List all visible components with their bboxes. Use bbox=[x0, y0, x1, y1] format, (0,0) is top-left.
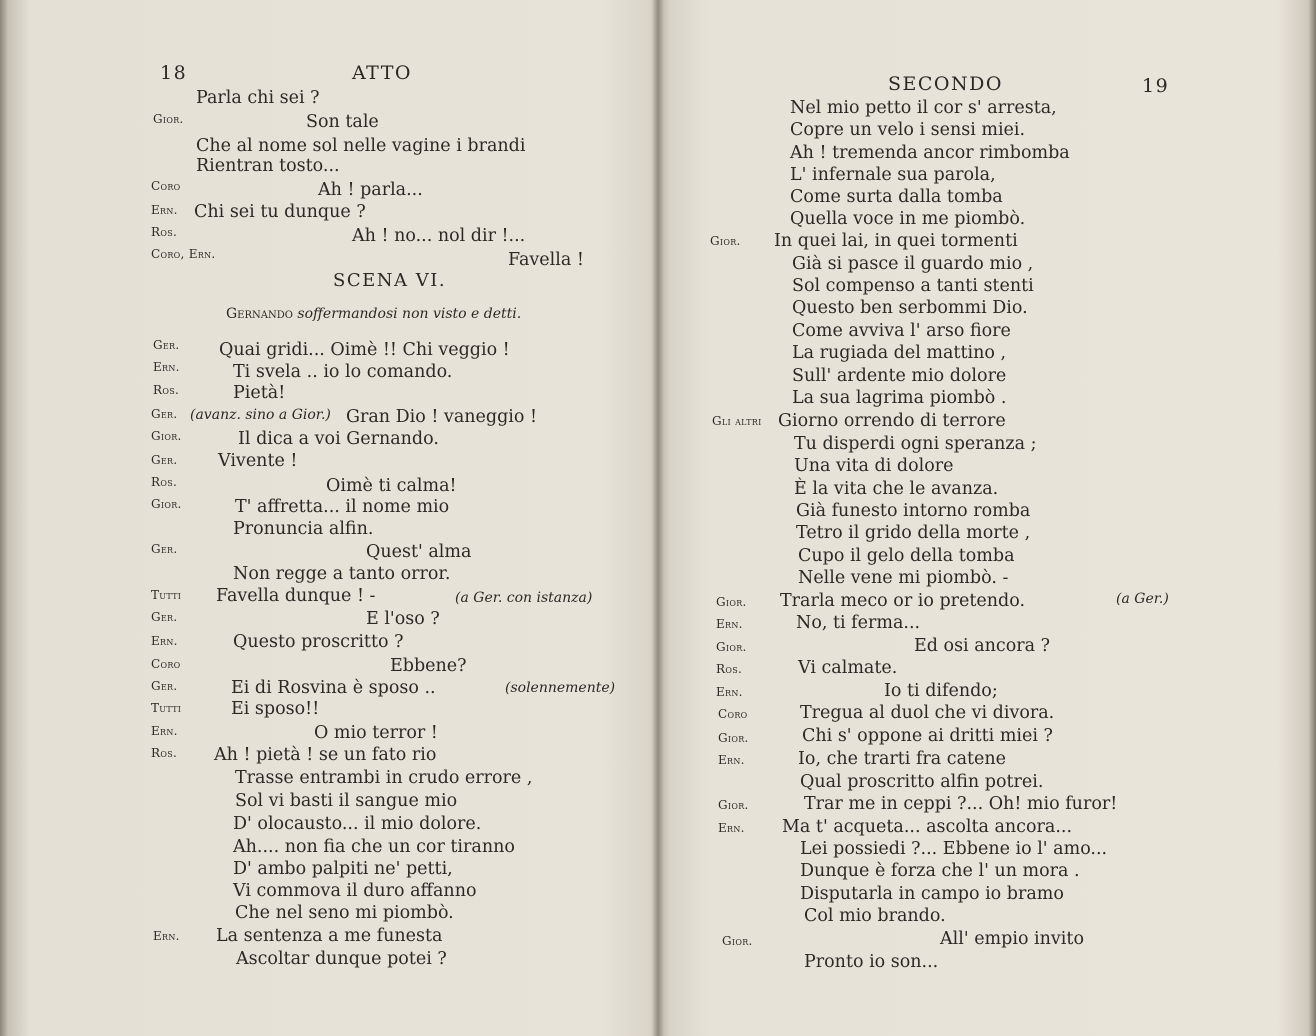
verse-line: Questo ben serbommi Dio. bbox=[792, 298, 1028, 318]
speaker-label: Gior. bbox=[716, 595, 747, 609]
verse-line: Pietà! bbox=[233, 383, 286, 403]
speaker-label: Ros. bbox=[151, 225, 178, 239]
verse-line: Col mio brando. bbox=[804, 906, 946, 926]
speaker-label: Ern. bbox=[718, 753, 745, 767]
verse-line: È la vita che le avanza. bbox=[794, 479, 999, 499]
verse-line: Ah ! parla... bbox=[318, 180, 423, 200]
verse-line: Giorno orrendo di terrore bbox=[778, 411, 1006, 431]
verse-line: Come avviva l' arso fiore bbox=[792, 321, 1011, 341]
verse-line: Copre un velo i sensi miei. bbox=[790, 120, 1026, 140]
verse-line: La sua lagrima piombò . bbox=[792, 388, 1007, 408]
book-gutter bbox=[652, 0, 664, 1036]
verse-line: Gran Dio ! vaneggio ! bbox=[346, 407, 538, 427]
verse-line: Ah ! no... nol dir !... bbox=[352, 226, 526, 246]
scene-heading: SCENA VI. bbox=[333, 270, 447, 291]
verse-line: E l'oso ? bbox=[366, 609, 440, 629]
speaker-label: Ros. bbox=[151, 746, 178, 760]
speaker-label: Coro bbox=[151, 657, 181, 671]
verse-line: Chi s' oppone ai dritti miei ? bbox=[802, 726, 1053, 746]
speaker-label: Ros. bbox=[153, 383, 180, 397]
speaker-label: Gior. bbox=[710, 234, 741, 248]
speaker-label: Gior. bbox=[151, 497, 182, 511]
verse-line: Ah ! tremenda ancor rimbomba bbox=[790, 143, 1070, 163]
verse-line: Ti svela .. io lo comando. bbox=[233, 362, 453, 382]
verse-line: O mio terror ! bbox=[314, 723, 438, 743]
page-number: 19 bbox=[1142, 75, 1170, 97]
verse-line: Io, che trarti fra catene bbox=[798, 749, 1007, 769]
speaker-label: Ros. bbox=[716, 662, 743, 676]
verse-line: Tetro il grido della morte , bbox=[796, 523, 1031, 543]
stage-direction: (a Ger.) bbox=[1116, 591, 1169, 607]
speaker-label: Ern. bbox=[716, 685, 743, 699]
verse-line: Io ti difendo; bbox=[884, 681, 998, 701]
verse-line: Son tale bbox=[306, 112, 379, 132]
running-header: SECONDO bbox=[888, 73, 1003, 95]
speaker-label: Ger. bbox=[151, 679, 178, 693]
verse-line: Dunque è forza che l' un mora . bbox=[800, 861, 1080, 881]
stage-direction: (a Ger. con istanza) bbox=[455, 590, 593, 606]
verse-line: Trar me in ceppi ?... Oh! mio furor! bbox=[804, 794, 1118, 814]
verse-line: Lei possiedi ?... Ebbene io l' amo... bbox=[800, 839, 1108, 859]
verse-line: Quest' alma bbox=[366, 542, 472, 562]
speaker-label: Gior. bbox=[153, 112, 184, 126]
verse-line: Favella dunque ! - bbox=[216, 586, 376, 606]
verse-line: Pronuncia alfin. bbox=[233, 519, 374, 539]
verse-line: Ebbene? bbox=[390, 656, 467, 676]
speaker-label: Ger. bbox=[153, 338, 180, 352]
speaker-label: Ern. bbox=[153, 360, 180, 374]
verse-line: Sull' ardente mio dolore bbox=[792, 366, 1007, 386]
verse-line: All' empio invito bbox=[940, 929, 1084, 949]
verse-line: Quai gridi... Oimè !! Chi veggio ! bbox=[219, 340, 510, 360]
verse-line: Che nel seno mi piombò. bbox=[235, 903, 454, 923]
speaker-label: Tutti bbox=[151, 588, 182, 602]
verse-line: Vi calmate. bbox=[798, 658, 898, 678]
speaker-label: Ern. bbox=[716, 617, 743, 631]
verse-line: Già funesto intorno romba bbox=[796, 501, 1031, 521]
page-number: 18 bbox=[160, 62, 188, 84]
speaker-label: Coro, Ern. bbox=[151, 247, 216, 261]
speaker-label: Tutti bbox=[151, 701, 182, 715]
verse-line: Questo proscritto ? bbox=[233, 632, 404, 652]
verse-line: Nelle vene mi piombò. - bbox=[798, 568, 1009, 588]
verse-line: La sentenza a me funesta bbox=[216, 926, 443, 946]
verse-line: Ed osi ancora ? bbox=[914, 636, 1051, 656]
stage-text: soffermandosi non visto e detti. bbox=[292, 306, 522, 322]
verse-line: Disputarla in campo io bramo bbox=[800, 884, 1064, 904]
verse-line: Parla chi sei ? bbox=[196, 88, 320, 108]
verse-line: No, ti ferma... bbox=[796, 613, 921, 633]
speaker-label: Ger. bbox=[151, 542, 178, 556]
speaker-label: Gior. bbox=[716, 640, 747, 654]
stage-direction bbox=[226, 306, 521, 322]
verse-line: In quei lai, in quei tormenti bbox=[774, 231, 1018, 251]
speaker-label: Coro bbox=[718, 707, 748, 721]
verse-line: D' olocausto... il mio dolore. bbox=[233, 814, 482, 834]
verse-line: Oimè ti calma! bbox=[326, 476, 457, 496]
running-header: ATTO bbox=[352, 62, 412, 84]
verse-line: Qual proscritto alfin potrei. bbox=[800, 772, 1044, 792]
verse-line: Nel mio petto il cor s' arresta, bbox=[790, 98, 1057, 118]
verse-line: Sol vi basti il sangue mio bbox=[235, 791, 458, 811]
verse-line: Trasse entrambi in crudo errore , bbox=[235, 768, 533, 788]
verse-line: Rientran tosto... bbox=[196, 156, 340, 176]
verse-line: L' infernale sua parola, bbox=[790, 165, 996, 185]
speaker-label: Ern. bbox=[153, 929, 180, 943]
stage-character: Gernando bbox=[226, 306, 293, 322]
verse-line: Trarla meco or io pretendo. bbox=[780, 591, 1026, 611]
speaker-label: Ern. bbox=[151, 203, 178, 217]
verse-line: Sol compenso a tanti stenti bbox=[792, 276, 1034, 296]
verse-line: Una vita di dolore bbox=[794, 456, 954, 476]
verse-line: Ah.... non fia che un cor tiranno bbox=[233, 837, 515, 857]
verse-line: Tregua al duol che vi divora. bbox=[800, 703, 1055, 723]
speaker-label: Ger. bbox=[151, 407, 178, 421]
stage-direction: (avanz. sino a Gior.) bbox=[190, 407, 331, 423]
verse-line: Favella ! bbox=[508, 250, 584, 270]
speaker-label: Gior. bbox=[722, 934, 753, 948]
verse-line: Cupo il gelo della tomba bbox=[798, 546, 1015, 566]
verse-line: T' affretta... il nome mio bbox=[235, 497, 450, 517]
right-page bbox=[658, 0, 1316, 1036]
speaker-label: Coro bbox=[151, 179, 181, 193]
verse-line: Pronto io son... bbox=[804, 952, 939, 972]
verse-line: Come surta dalla tomba bbox=[790, 187, 1003, 207]
speaker-label: Ros. bbox=[151, 475, 178, 489]
verse-line: Il dica a voi Gernando. bbox=[238, 429, 439, 449]
verse-line: La rugiada del mattino , bbox=[792, 343, 1007, 363]
speaker-label: Ger. bbox=[151, 610, 178, 624]
speaker-label: Gior. bbox=[718, 731, 749, 745]
verse-line: Ascoltar dunque potei ? bbox=[236, 949, 447, 969]
verse-line: Quella voce in me piombò. bbox=[790, 209, 1026, 229]
verse-line: Vivente ! bbox=[218, 451, 298, 471]
verse-line: Ah ! pietà ! se un fato rio bbox=[214, 745, 437, 765]
speaker-label: Gior. bbox=[151, 429, 182, 443]
verse-line: Ei di Rosvina è sposo .. bbox=[231, 678, 436, 698]
verse-line: Vi commova il duro affanno bbox=[233, 881, 477, 901]
speaker-label: Gli altri bbox=[712, 414, 762, 428]
verse-line: D' ambo palpiti ne' petti, bbox=[233, 859, 453, 879]
speaker-label: Ern. bbox=[151, 724, 178, 738]
verse-line: Non regge a tanto orror. bbox=[233, 564, 451, 584]
speaker-label: Ern. bbox=[718, 821, 745, 835]
verse-line: Già si pasce il guardo mio , bbox=[792, 254, 1034, 274]
verse-line: Ma t' acqueta... ascolta ancora... bbox=[782, 817, 1073, 837]
speaker-label: Gior. bbox=[718, 798, 749, 812]
verse-line: Chi sei tu dunque ? bbox=[194, 202, 366, 222]
stage-direction: (solennemente) bbox=[505, 680, 616, 696]
speaker-label: Ger. bbox=[151, 453, 178, 467]
verse-line: Ei sposo!! bbox=[231, 699, 320, 719]
speaker-label: Ern. bbox=[151, 634, 178, 648]
verse-line: Che al nome sol nelle vagine i brandi bbox=[196, 136, 526, 156]
verse-line: Tu disperdi ogni speranza ; bbox=[794, 434, 1037, 454]
